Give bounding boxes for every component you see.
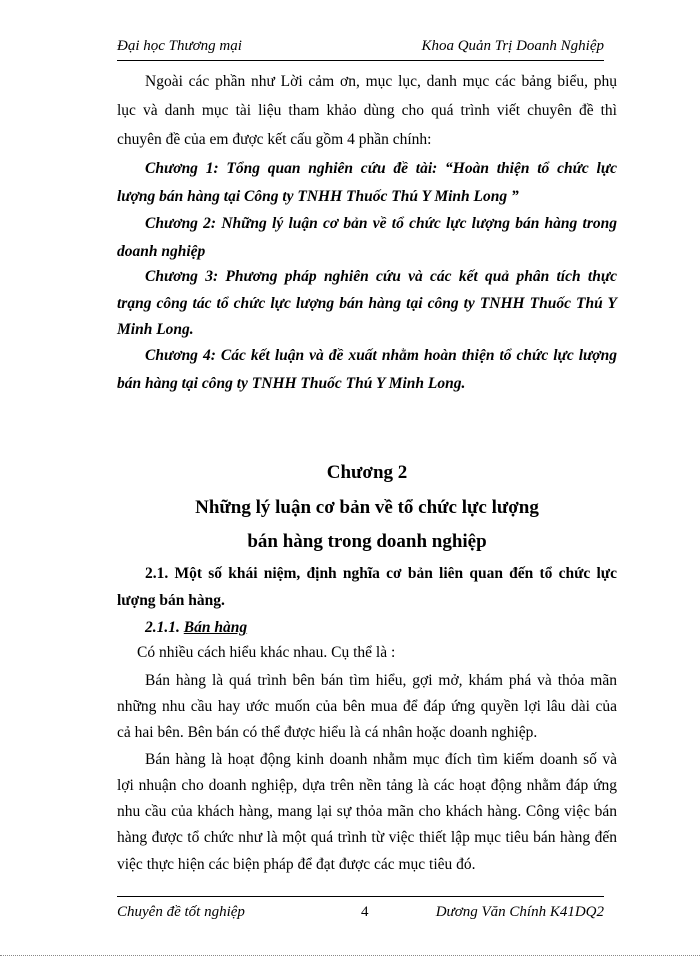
chapter-4-line-2: bán hàng tại công ty TNHH Thuốc Thú Y Minh Long. <box>117 375 466 392</box>
footer-author: Dương Văn Chính K41DQ2 <box>435 904 604 920</box>
body-p1-line-2: những nhu cầu hay ước muốn của bên mua để đáp ứng quyền lợi lâu dài của <box>117 698 617 715</box>
section-heading-line-2: lượng bán hàng. <box>117 592 225 609</box>
body-p1-line-3: cả hai bên. Bên bán có thể được hiểu là cá nhân hoặc doanh nghiệp. <box>117 724 538 741</box>
body-p2-line-5: việc thực hiện các biện pháp để đạt được các mục tiêu đó. <box>117 856 476 873</box>
chapter-number: Chương 2 <box>326 462 408 483</box>
subsection-title: Bán hàng <box>183 619 248 636</box>
page-footer <box>117 896 604 926</box>
body-p2-line-4: hàng được tổ chức như là một quá trình từ việc thiết lập mục tiêu bán hàng đến <box>117 829 617 846</box>
chapter-3-line-3: Minh Long. <box>117 321 194 338</box>
body-p2-line-1: Bán hàng là hoạt động kinh doanh nhằm mục đích tìm kiếm doanh số và <box>145 751 617 768</box>
chapter-4-line-1: Chương 4: Các kết luận và đề xuất nhằm hoàn thiện tổ chức lực lượng <box>145 347 617 364</box>
chapter-3-line-1: Chương 3: Phương pháp nghiên cứu và các kết quả phân tích thực <box>145 268 617 285</box>
footer-title: Chuyên đề tốt nghiệp <box>117 904 245 920</box>
subsection-number: 2.1.1. <box>145 619 180 636</box>
subsection-heading <box>117 619 617 637</box>
intro-line-2: lục và danh mục tài liệu tham khảo dùng cho quá trình viết chuyên đề thì <box>117 102 617 119</box>
chapter-2-line-2: doanh nghiệp <box>117 243 206 260</box>
intro-line-1: Ngoài các phần như Lời cảm ơn, mục lục, danh mục các bảng biểu, phụ <box>145 73 617 90</box>
header-faculty: Khoa Quản Trị Doanh Nghiệp <box>421 38 604 54</box>
chapter-2-line-1: Chương 2: Những lý luận cơ bản về tổ chức lực lượng bán hàng trong <box>145 215 617 232</box>
body-intro: Có nhiều cách hiểu khác nhau. Cụ thể là : <box>137 644 396 661</box>
body-p2-line-3: nhu cầu của khách hàng, mang lại sự thỏa mãn cho khách hàng. Công việc bán <box>117 803 617 820</box>
chapter-title-line-1: Những lý luận cơ bản về tổ chức lực lượng <box>195 497 539 518</box>
page-header <box>117 38 604 61</box>
chapter-3-line-2: trạng công tác tổ chức lực lượng bán hàng tại công ty TNHH Thuốc Thú Y <box>117 295 617 312</box>
body-p2-line-2: lợi nhuận cho doanh nghiệp, dựa trên nền tảng là các hoạt động nhằm đáp ứng <box>117 777 617 794</box>
page-number: 4 <box>361 904 369 920</box>
chapter-title-line-2: bán hàng trong doanh nghiệp <box>247 531 487 552</box>
body-p1-line-1: Bán hàng là quá trình bên bán tìm hiểu, gợi mở, khám phá và thỏa mãn <box>145 672 617 689</box>
header-university: Đại học Thương mại <box>117 38 242 54</box>
chapter-1-line-2: lượng bán hàng tại Công ty TNHH Thuốc Thú Y Minh Long ” <box>117 188 519 205</box>
page-bottom-divider <box>0 955 700 956</box>
section-heading-line-1: 2.1. Một số khái niệm, định nghĩa cơ bản liên quan đến tổ chức lực <box>145 565 617 582</box>
chapter-1-line-1: Chương 1: Tổng quan nghiên cứu đề tài: “Hoàn thiện tổ chức lực <box>145 160 617 177</box>
intro-line-3: chuyên đề của em được kết cấu gồm 4 phần chính: <box>117 131 432 148</box>
